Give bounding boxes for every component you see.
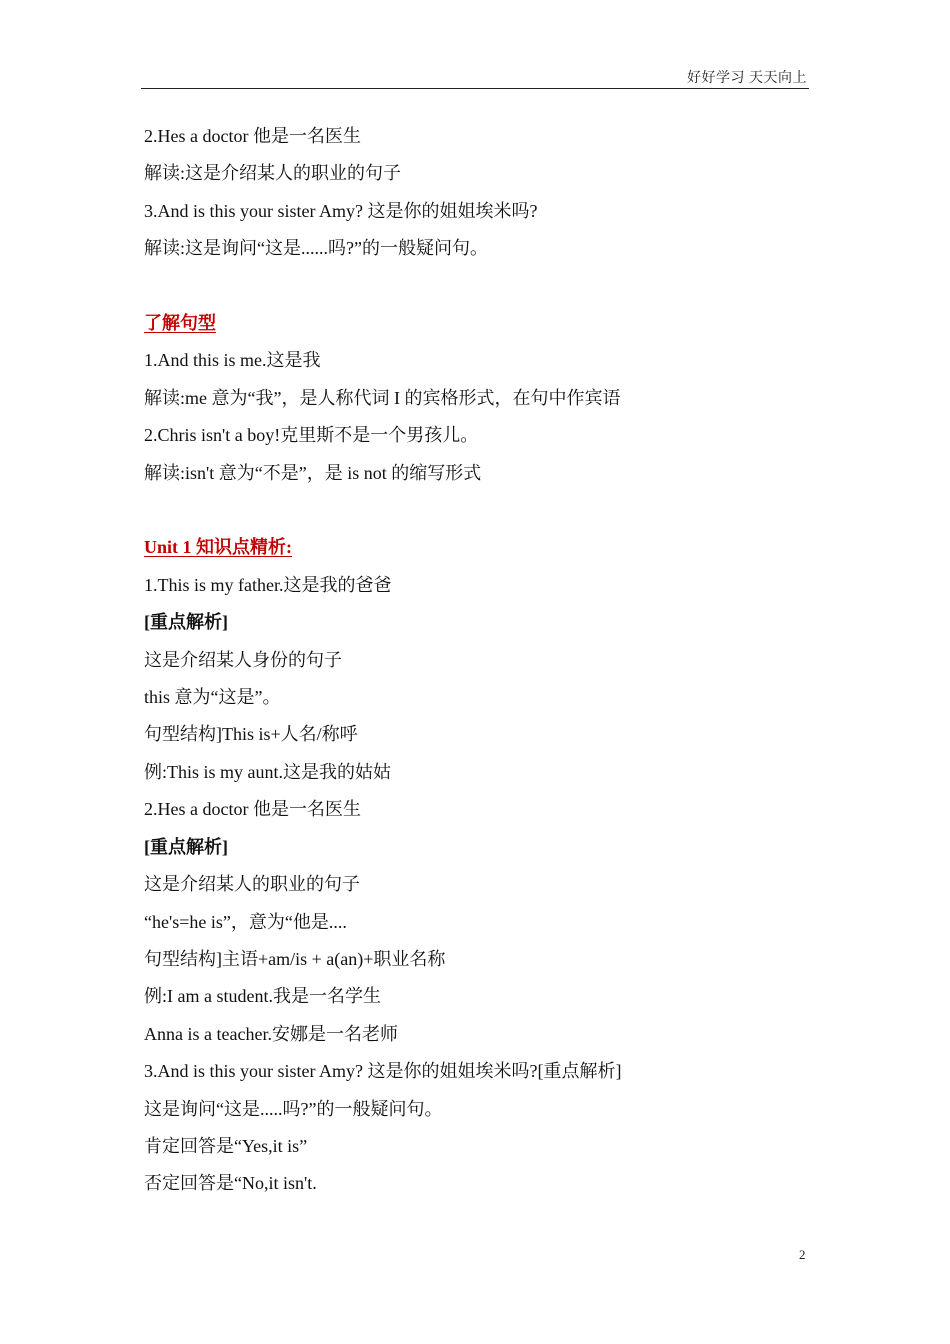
header-text: 好好学习 天天向上 <box>687 71 807 86</box>
paragraph-gap <box>144 268 814 305</box>
text-line: 肯定回答是“Yes,it is” <box>144 1135 308 1156</box>
section-heading: 了解句型 <box>144 313 216 334</box>
paragraph-gap <box>144 492 814 529</box>
text-line: 解读:这是询问“这是......吗?”的一般疑问句。 <box>144 238 488 259</box>
header-rule <box>141 88 809 89</box>
text-line: 这是询问“这是.....吗?”的一般疑问句。 <box>144 1098 443 1119</box>
text-line: 3.And is this your sister Amy? 这是你的姐姐埃米吗?[重点解析] <box>144 1061 622 1082</box>
text-line: 1.This is my father.这是我的爸爸 <box>144 574 392 595</box>
text-line: this 意为“这是”。 <box>144 687 281 708</box>
text-line: 解读:isn't 意为“不是”，是 is not 的缩写形式 <box>144 462 482 483</box>
text-line: 解读:me 意为“我”，是人称代词 I 的宾格形式，在句中作宾语 <box>144 387 621 408</box>
text-line: 否定回答是“No,it isn't. <box>144 1173 317 1194</box>
text-line: 句型结构]主语+am/is + a(an)+职业名称 <box>144 948 446 969</box>
text-line: 2.Hes a doctor 他是一名医生 <box>144 799 361 820</box>
document-body <box>144 118 814 1203</box>
subheading-label: [重点解析] <box>144 836 228 857</box>
text-line: “he's=he is”，意为“他是.... <box>144 911 347 932</box>
text-line: 解读:这是介绍某人的职业的句子 <box>144 163 401 184</box>
text-line: 2.Chris isn't a boy!克里斯不是一个男孩儿。 <box>144 425 479 446</box>
text-line: 例:I am a student.我是一名学生 <box>144 986 381 1007</box>
text-line: 例:This is my aunt.这是我的姑姑 <box>144 761 391 782</box>
text-line: 这是介绍某人身份的句子 <box>144 649 342 670</box>
text-line: 3.And is this your sister Amy? 这是你的姐姐埃米吗? <box>144 200 538 221</box>
text-line: 这是介绍某人的职业的句子 <box>144 874 360 895</box>
section-heading: Unit 1 知识点精析: <box>144 537 292 558</box>
page-number: 2 <box>799 1247 806 1262</box>
text-line: 句型结构]This is+人名/称呼 <box>144 724 358 745</box>
text-line: Anna is a teacher.安娜是一名老师 <box>144 1023 398 1044</box>
text-line: 2.Hes a doctor 他是一名医生 <box>144 126 361 146</box>
subheading-label: [重点解析] <box>144 612 228 633</box>
text-line: 1.And this is me.这是我 <box>144 350 321 371</box>
